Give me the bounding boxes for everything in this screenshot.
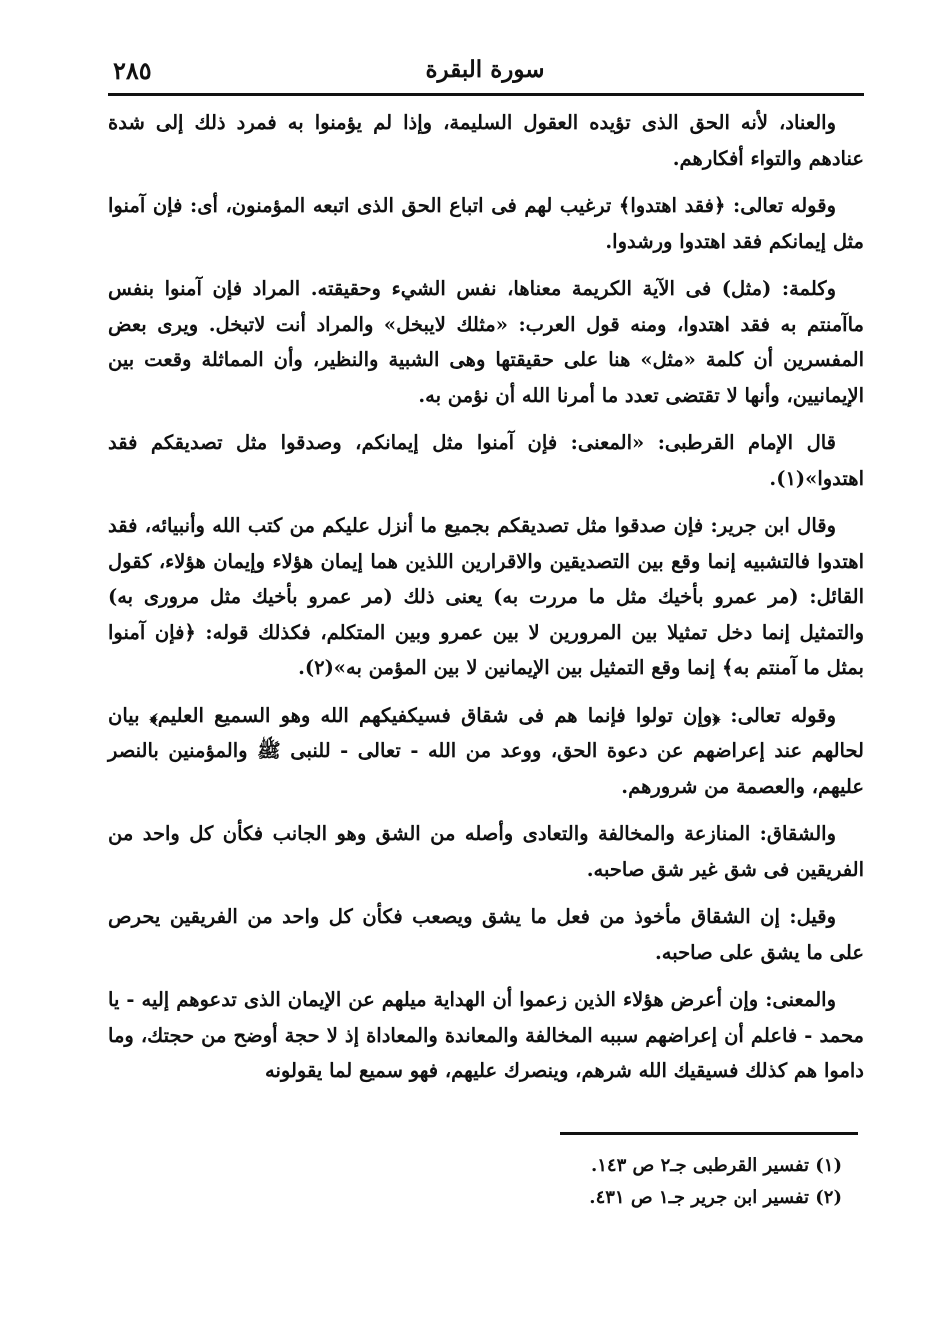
body-text	[108, 105, 864, 1101]
paragraph: والمعنى: وإن أعرض هؤلاء الذين زعموا أن الهداية ميلهم عن الإيمان الذى تدعوهم إليه - يا محمد - فاعلم أن إعراضهم سببه المخالفة والمعاندة والمعاداة إذ لا حجة أوضح من حجتك، وما داموا هم كذلك فسيقيك الله شرهم، وينصرك عليهم، فهو سميع لما يقولونه	[108, 988, 864, 1082]
page-header	[105, 52, 865, 92]
footnote: (١) تفسير القرطبى جـ٢ ص ١٤٣.	[590, 1155, 842, 1176]
paragraph: وكلمة: (مثل) فى الآية الكريمة معناها، نفس الشيء وحقيقته. المراد فإن آمنوا بنفس ماآمنتم به فقد اهتدوا، ومنه قول العرب: «مثلك لايبخل» والمراد أنت لاتبخل. ويرى بعض المفسرين أن كلمة «مثل» هنا على حقيقتها وهى الشبية والنظير، وأن المماثلة وقعت بين الإيمانيين، وأنها لا تقتضى تعدد ما أمرنا الله أن نؤمن به.	[108, 277, 864, 407]
footnotes	[108, 1150, 842, 1214]
header-rule	[108, 93, 864, 96]
paragraph: والشقاق: المنازعة والمخالفة والتعادى وأصله من الشق وهو الجانب فكأن كل واحد من الفريقين فى شق غير شق صاحبه.	[108, 822, 864, 881]
paragraph: قال الإمام القرطبى: «المعنى: فإن آمنوا مثل إيمانكم، وصدقوا مثل تصديقكم فقد اهتدوا»(١).	[108, 431, 864, 490]
paragraph: وقوله تعالى: ﴿وإن تولوا فإنما هم فى شقاق فسيكفيكهم الله وهو السميع العليم﴾ بيان لحالهم عند إعراضهم عن دعوة الحق، ووعد من الله - تعالى - للنبى ﷺ والمؤمنين بالنصر عليهم، والعصمة من شرورهم.	[108, 703, 864, 798]
footnote-rule	[560, 1132, 858, 1135]
running-title: سورة البقرة	[425, 56, 545, 83]
page-number: ٢٨٥	[113, 56, 152, 85]
paragraph: وقيل: إن الشقاق مأخوذ من فعل ما يشق ويصعب فكأن كل واحد من الفريقين يحرص على ما يشق على صاحبه.	[108, 905, 864, 964]
paragraph: وقال ابن جرير: فإن صدقوا مثل تصديقكم بجميع ما أنزل عليكم من كتب الله وأنبيائه، فقد اهتدوا فالتشبيه إنما وقع بين التصديقين والاقرارين اللذين هما إيمان هؤلاء وإيمان هؤلاء، كقول القائل: (مر عمرو بأخيك مثل ما مررت به) يعنى ذلك (مر عمرو بأخيك مثل مرورى به) والتمثيل إنما دخل تمثيلا بين المرورين لا بين عمرو وبين المتكلم، فكذلك قوله: ﴿فإن آمنوا بمثل ما آمنتم به﴾ إنما وقع التمثيل بين الإيمانين لا بين المؤمن به»(٢).	[108, 514, 864, 679]
paragraph: وقوله تعالى: ﴿فقد اهتدوا﴾ ترغيب لهم فى اتباع الحق الذى اتبعه المؤمنون، أى: فإن آمنوا مثل إيمانكم فقد اهتدوا ورشدوا.	[108, 194, 864, 253]
paragraph: والعناد، لأنه الحق الذى تؤيده العقول السليمة، وإذا لم يؤمنوا به فمرد ذلك إلى شدة عنادهم والتواء أفكارهم.	[108, 111, 864, 170]
footnote: (٢) تفسير ابن جرير جـ١ ص ٤٣١.	[589, 1187, 842, 1208]
